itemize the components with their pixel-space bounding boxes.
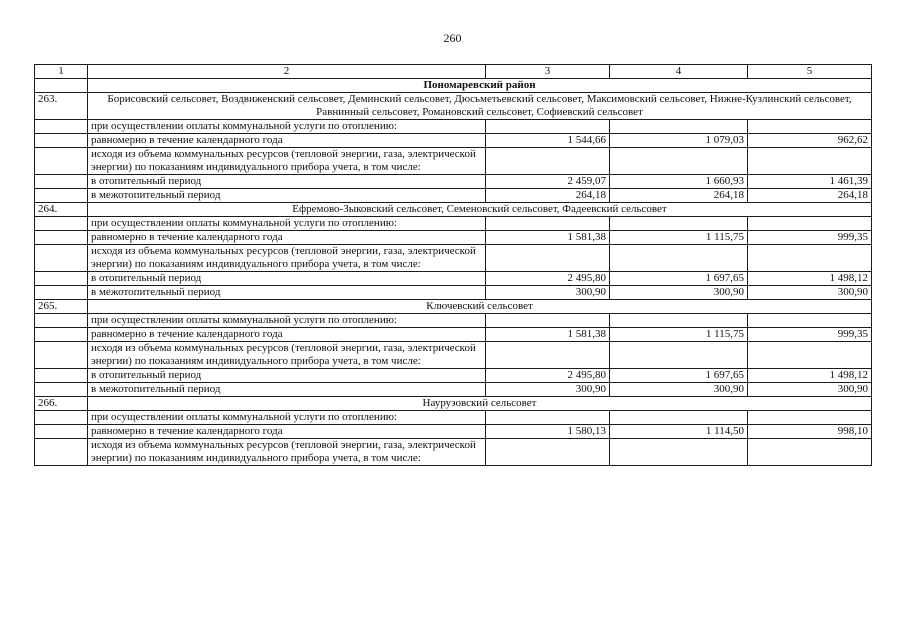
column-number: 1 (35, 65, 88, 79)
row-label: в межотопительный период (88, 383, 486, 397)
tariff-table (34, 64, 872, 466)
row-index-cell (35, 134, 88, 148)
value-col5 (748, 245, 872, 272)
value-col4 (610, 217, 748, 231)
value-col4: 1 660,93 (610, 175, 748, 189)
value-col4: 1 115,75 (610, 328, 748, 342)
table-row (35, 286, 872, 300)
value-col4 (610, 411, 748, 425)
table-row (35, 328, 872, 342)
value-col4: 264,18 (610, 189, 748, 203)
value-col4 (610, 148, 748, 175)
value-col4 (610, 439, 748, 466)
value-col4: 1 079,03 (610, 134, 748, 148)
column-number: 4 (610, 65, 748, 79)
row-label: равномерно в течение календарного года (88, 425, 486, 439)
row-index-cell (35, 286, 88, 300)
row-index-cell (35, 425, 88, 439)
value-col5: 1 498,12 (748, 272, 872, 286)
row-label: при осуществлении оплаты коммунальной услуги по отоплению: (88, 411, 486, 425)
value-col5 (748, 148, 872, 175)
value-col5: 300,90 (748, 286, 872, 300)
district-row (35, 79, 872, 93)
table-row (35, 411, 872, 425)
value-col3: 300,90 (486, 383, 610, 397)
table-row (35, 272, 872, 286)
value-col5: 300,90 (748, 383, 872, 397)
row-label: в межотопительный период (88, 189, 486, 203)
table-row (35, 383, 872, 397)
row-label: исходя из объема коммунальных ресурсов (тепловой энергии, газа, электрической энергии) по показаниям индивидуального прибора учета, в том числе: (88, 148, 486, 175)
value-col5: 1 461,39 (748, 175, 872, 189)
table-row (35, 148, 872, 175)
row-index-cell (35, 411, 88, 425)
table-row (35, 175, 872, 189)
column-number: 2 (88, 65, 486, 79)
district-index-cell (35, 79, 88, 93)
group-header-row (35, 300, 872, 314)
value-col5: 998,10 (748, 425, 872, 439)
group-header-row (35, 203, 872, 217)
row-label: исходя из объема коммунальных ресурсов (тепловой энергии, газа, электрической энергии) по показаниям индивидуального прибора учета, в том числе: (88, 439, 486, 466)
table-row (35, 439, 872, 466)
value-col3: 300,90 (486, 286, 610, 300)
table-row (35, 231, 872, 245)
value-col5: 264,18 (748, 189, 872, 203)
group-name: Ефремово-Зыковский сельсовет, Семеновский сельсовет, Фадеевский сельсовет (88, 203, 872, 217)
table-row (35, 369, 872, 383)
value-col3 (486, 314, 610, 328)
group-name: Ключевский сельсовет (88, 300, 872, 314)
value-col3 (486, 411, 610, 425)
row-label: исходя из объема коммунальных ресурсов (тепловой энергии, газа, электрической энергии) по показаниям индивидуального прибора учета, в том числе: (88, 342, 486, 369)
row-index-cell (35, 217, 88, 231)
row-label: в межотопительный период (88, 286, 486, 300)
value-col5 (748, 217, 872, 231)
value-col3: 2 495,80 (486, 272, 610, 286)
group-name: Наурузовский сельсовет (88, 397, 872, 411)
value-col5 (748, 342, 872, 369)
value-col4 (610, 120, 748, 134)
row-label: равномерно в течение календарного года (88, 328, 486, 342)
value-col3: 2 459,07 (486, 175, 610, 189)
row-index-cell (35, 328, 88, 342)
value-col3: 264,18 (486, 189, 610, 203)
page-number: 260 (443, 31, 462, 45)
row-index-cell (35, 148, 88, 175)
value-col4 (610, 314, 748, 328)
group-header-row (35, 93, 872, 120)
table-row (35, 342, 872, 369)
value-col5: 999,35 (748, 328, 872, 342)
group-header-row (35, 397, 872, 411)
value-col4: 1 697,65 (610, 369, 748, 383)
value-col4 (610, 342, 748, 369)
row-label: равномерно в течение календарного года (88, 134, 486, 148)
value-col3 (486, 217, 610, 231)
row-label: при осуществлении оплаты коммунальной услуги по отоплению: (88, 314, 486, 328)
column-number: 5 (748, 65, 872, 79)
row-index-cell (35, 342, 88, 369)
value-col4: 1 114,50 (610, 425, 748, 439)
value-col3 (486, 148, 610, 175)
table-row (35, 134, 872, 148)
row-label: при осуществлении оплаты коммунальной услуги по отоплению: (88, 217, 486, 231)
value-col5: 999,35 (748, 231, 872, 245)
value-col3: 1 581,38 (486, 328, 610, 342)
table-row (35, 245, 872, 272)
table-row (35, 425, 872, 439)
row-index-cell (35, 383, 88, 397)
value-col4: 300,90 (610, 383, 748, 397)
value-col5 (748, 120, 872, 134)
row-index-cell (35, 245, 88, 272)
value-col5: 962,62 (748, 134, 872, 148)
row-index-cell (35, 369, 88, 383)
group-index: 265. (35, 300, 88, 314)
table-row (35, 314, 872, 328)
row-index-cell (35, 272, 88, 286)
value-col4: 1 697,65 (610, 272, 748, 286)
group-index: 266. (35, 397, 88, 411)
table-row (35, 217, 872, 231)
group-name: Борисовский сельсовет, Воздвиженский сельсовет, Деминский сельсовет, Дюсьметьевский сельсовет, Максимовский сельсовет, Нижне-Кузлинский сельсовет, Равнинный сельсовет, Романовский сельсовет, Софиевский сельсовет (88, 93, 872, 120)
row-index-cell (35, 175, 88, 189)
table-row (35, 120, 872, 134)
row-index-cell (35, 314, 88, 328)
group-index: 264. (35, 203, 88, 217)
row-label: исходя из объема коммунальных ресурсов (тепловой энергии, газа, электрической энергии) по показаниям индивидуального прибора учета, в том числе: (88, 245, 486, 272)
column-number: 3 (486, 65, 610, 79)
value-col3 (486, 439, 610, 466)
value-col5 (748, 314, 872, 328)
row-label: в отопительный период (88, 272, 486, 286)
value-col5: 1 498,12 (748, 369, 872, 383)
row-index-cell (35, 120, 88, 134)
value-col4: 300,90 (610, 286, 748, 300)
column-number-row (35, 65, 872, 79)
value-col3: 1 581,38 (486, 231, 610, 245)
value-col4: 1 115,75 (610, 231, 748, 245)
group-index: 263. (35, 93, 88, 120)
value-col3: 1 544,66 (486, 134, 610, 148)
value-col4 (610, 245, 748, 272)
district-title: Пономаревский район (88, 79, 872, 93)
table-row (35, 189, 872, 203)
value-col3: 2 495,80 (486, 369, 610, 383)
row-label: в отопительный период (88, 175, 486, 189)
value-col5 (748, 411, 872, 425)
value-col3: 1 580,13 (486, 425, 610, 439)
row-index-cell (35, 189, 88, 203)
row-index-cell (35, 231, 88, 245)
row-label: при осуществлении оплаты коммунальной услуги по отоплению: (88, 120, 486, 134)
value-col3 (486, 342, 610, 369)
value-col3 (486, 245, 610, 272)
row-label: в отопительный период (88, 369, 486, 383)
row-label: равномерно в течение календарного года (88, 231, 486, 245)
row-index-cell (35, 439, 88, 466)
value-col5 (748, 439, 872, 466)
value-col3 (486, 120, 610, 134)
